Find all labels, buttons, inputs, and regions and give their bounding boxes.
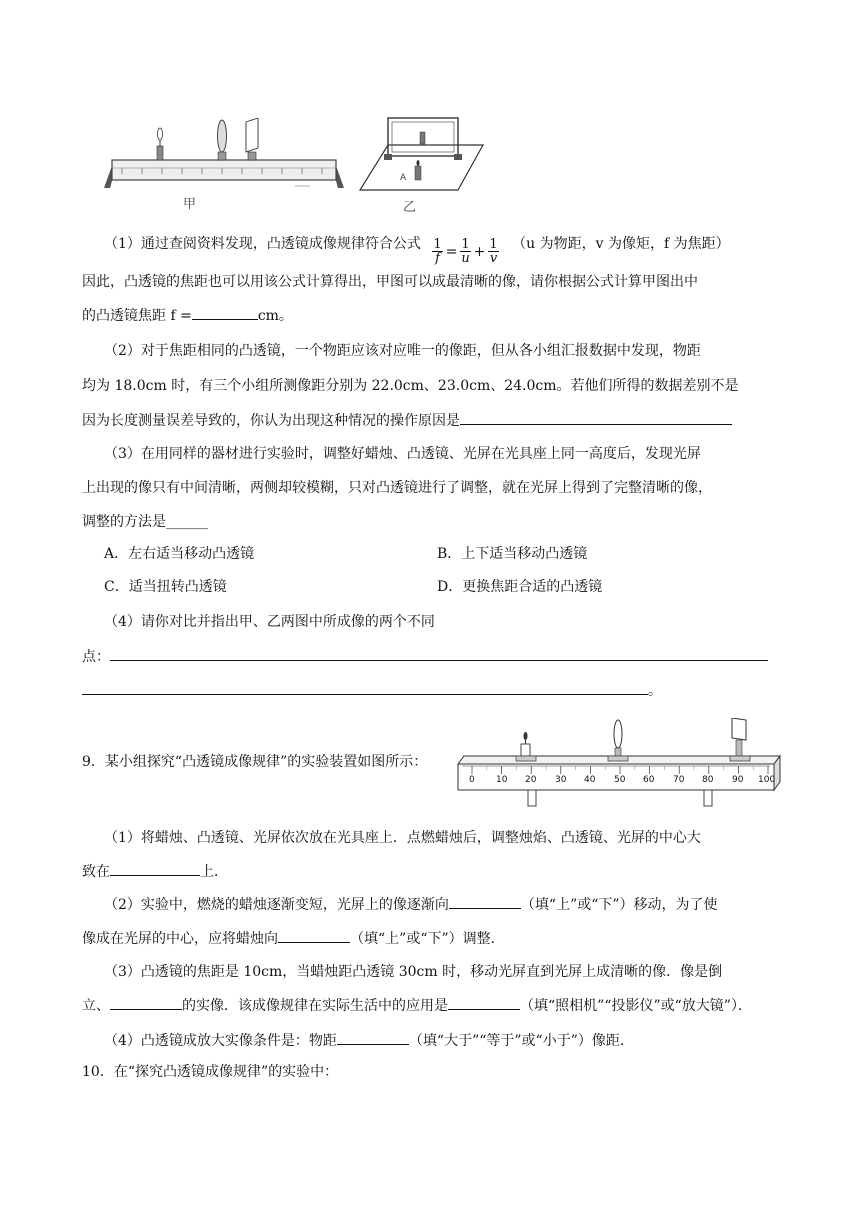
tick-label: 0 <box>469 775 475 785</box>
q8-option-d[interactable]: D．更换焦距合适的凸透镜 <box>437 579 603 595</box>
q9-part3-line2: 立、 的实像．该成像规律在实际生活中的应用是 （填“照相机”“投影仪”或“放大镜”）． <box>82 995 752 1016</box>
center-height-answer-blank[interactable] <box>110 861 200 876</box>
q9-part1-line1: （1）将蜡烛、凸透镜、光屏依次放在光具座上．点燃蜡烛后，调整烛焰、凸透镜、光屏的中心大 <box>104 830 701 846</box>
q8-part2-line3: 因为长度测量误差导致的，你认为出现这种情况的操作原因是 <box>82 410 732 431</box>
tick-label: 20 <box>525 775 537 785</box>
q9-part3-line1: （3）凸透镜的焦距是 10cm，当蜡烛距凸透镜 30cm 时，移动光屏直到光屏上成清晰的像．像是倒 <box>104 964 723 980</box>
tick-label: 30 <box>555 775 567 785</box>
figure-yi <box>358 110 490 210</box>
figure-yi-label: 乙 <box>403 200 417 215</box>
q8-part4-line1: （4）请你对比并指出甲、乙两图中所成像的两个不同 <box>104 614 435 630</box>
tick-label: 70 <box>673 775 685 785</box>
plane-mirror-yi-illustration <box>358 110 490 210</box>
q9-part1-line2: 致在 上． <box>82 861 228 882</box>
q8-part1-variables-note: （u 为物距，v 为像矩，f 为焦距） <box>512 236 730 252</box>
q8-part4-line2: 点： <box>82 646 768 667</box>
tick-label: 50 <box>614 775 626 785</box>
image-move-direction-blank[interactable] <box>449 894 521 909</box>
q9-part2-line1: （2）实验中，燃烧的蜡烛逐渐变短，光屏上的像逐渐向 （填“上”或“下”）移动，为了使 <box>104 894 718 915</box>
figure-jia <box>100 118 350 213</box>
tick-label: 100 <box>758 775 776 785</box>
differences-answer-blank-1[interactable] <box>110 646 768 661</box>
candle-adjust-direction-blank[interactable] <box>278 928 350 943</box>
tick-label: 10 <box>496 775 508 785</box>
tick-label: 40 <box>584 775 596 785</box>
q10-title: 10．在“探究凸透镜成像规律”的实验中： <box>82 1064 339 1080</box>
q8-part4-line3: 。 <box>82 680 662 701</box>
differences-answer-blank-2[interactable] <box>82 680 648 695</box>
tick-label: 80 <box>702 775 714 785</box>
application-answer-blank[interactable] <box>448 995 520 1010</box>
q8-option-a[interactable]: A．左右适当移动凸透镜 <box>104 546 255 562</box>
q9-part2-line2: 像成在光屏的中心，应将蜡烛向 （填“上”或“下”）调整． <box>82 928 505 949</box>
object-distance-comparison-blank[interactable] <box>337 1030 409 1045</box>
formula-term-v: $\frac{1}{v}$ <box>489 237 498 266</box>
q8-part3-line2: 上出现的像只有中间清晰，两侧却较模糊，只对凸透镜进行了调整，就在光屏上得到了完整清晰的像， <box>82 480 712 496</box>
bench-tick-labels <box>452 775 782 789</box>
figure-q9-optical-bench <box>452 718 782 810</box>
figure-yi-point-label: A <box>400 173 407 183</box>
tick-label: 60 <box>643 775 655 785</box>
q9-part4: （4）凸透镜成放大实像条件是：物距 （填“大于”“等于”或“小于”）像距． <box>104 1030 634 1051</box>
operation-reason-answer-blank[interactable] <box>460 410 732 425</box>
q8-option-c[interactable]: C．适当扭转凸透镜 <box>104 579 227 595</box>
q8-option-b[interactable]: B．上下适当移动凸透镜 <box>437 546 588 562</box>
q8-part3-line1: （3）在用同样的器材进行实验时，调整好蜡烛、凸透镜、光屏在光具座上同一高度后，发现光屏 <box>104 446 701 462</box>
q8-part1-line2: 因此，凸透镜的焦距也可以用该公式计算得出，甲图可以成最清晰的像，请你根据公式计算甲图出中 <box>82 274 698 290</box>
q8-part3-line3: 调整的方法是______ <box>82 514 208 530</box>
q9-title: 9．某小组探究“凸透镜成像规律”的实验装置如图所示： <box>82 754 428 770</box>
tick-label: 90 <box>732 775 744 785</box>
q8-part1-line3: 的凸透镜焦距 f = cm。 <box>82 305 293 326</box>
q8-part2-line2: 均为 18.0cm 时，有三个小组所测像距分别为 22.0cm、23.0cm、24.0cm。若他们所得的数据差别不是 <box>82 378 739 394</box>
formula-term-u: $\frac{1}{u}$ <box>461 237 470 266</box>
lens-formula: $\frac{1}{f}$ = $\frac{1}{u}$ + $\frac{1}{v}$ <box>433 237 498 266</box>
image-size-answer-blank[interactable] <box>110 995 182 1010</box>
q8-part1-text: （1）通过查阅资料发现，凸透镜成像规律符合公式 <box>104 236 421 252</box>
focal-length-answer-blank[interactable] <box>192 305 258 320</box>
optical-bench-jia-illustration <box>100 118 350 213</box>
figure-jia-label: 甲 <box>183 197 197 212</box>
q8-part1-line1 <box>104 234 730 265</box>
formula-term-f: $\frac{1}{f}$ <box>433 237 442 266</box>
q8-part2-line1: （2）对于焦距相同的凸透镜，一个物距应该对应唯一的像距，但从各小组汇报数据中发现，物距 <box>104 343 701 359</box>
optical-bench-q9-illustration <box>452 718 782 810</box>
